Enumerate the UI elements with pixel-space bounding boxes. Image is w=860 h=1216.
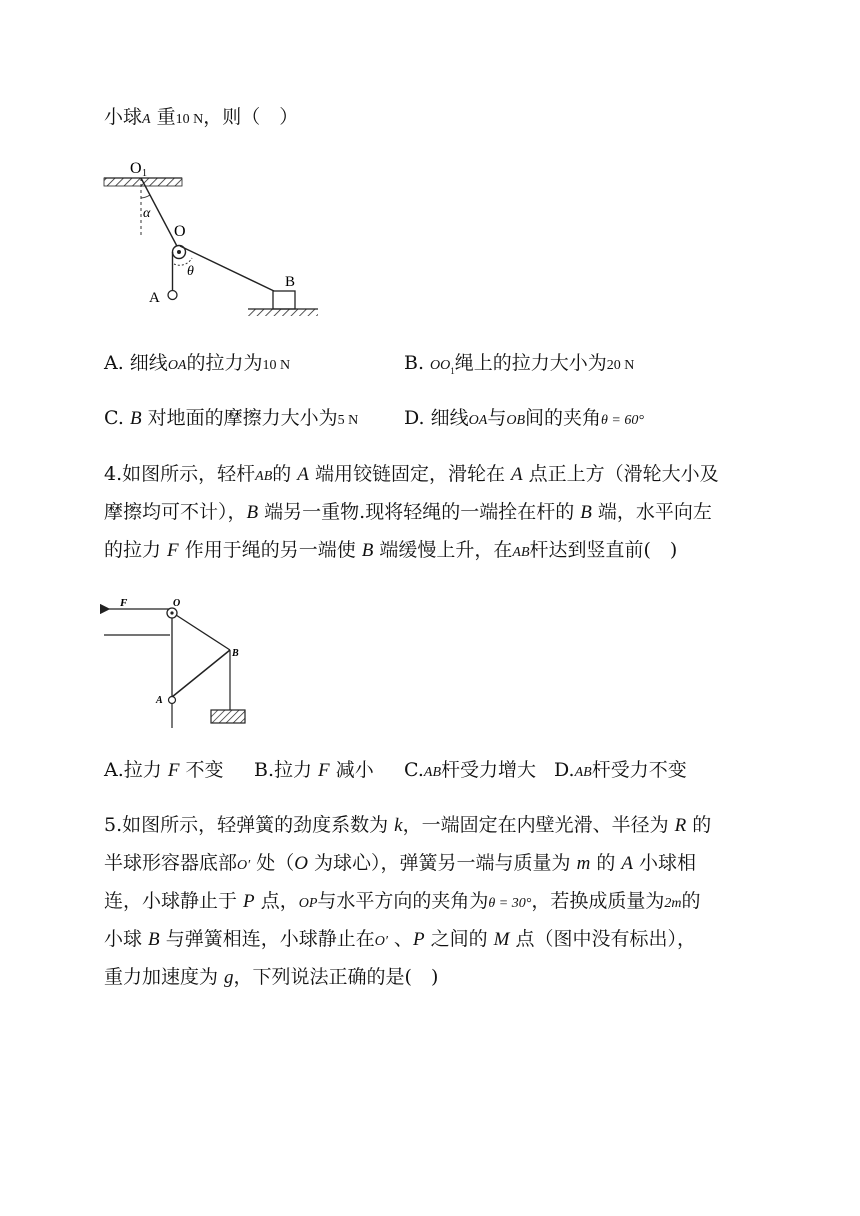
stem-text: 小球 — [104, 106, 143, 128]
text-segment: 点， — [254, 890, 299, 912]
text-segment: θ = 30° — [488, 896, 532, 911]
label-o: O — [174, 223, 186, 240]
text-segment: 点正上方（滑轮大小及 — [522, 463, 719, 485]
option-val: 10 N — [262, 358, 291, 373]
option-text: D. 细线 — [404, 407, 469, 429]
text-segment: 5.如图所示，轻弹簧的劲度系数为 — [104, 814, 395, 836]
text-segment: F — [318, 760, 330, 781]
ball-a — [168, 291, 177, 300]
text-segment: m — [576, 853, 591, 874]
text-segment: A — [297, 464, 309, 485]
text-segment: R — [674, 815, 687, 836]
text-segment: 的 — [681, 890, 701, 912]
text-segment: 端另一重物.现将轻绳的一端拴在杆的 — [258, 501, 581, 523]
text-segment: AB — [423, 765, 442, 780]
text-segment: B — [361, 540, 374, 561]
text-segment: M — [493, 929, 510, 950]
q3-stem — [104, 106, 298, 131]
q4-figure — [100, 594, 255, 734]
q4-option-a[interactable] — [104, 759, 223, 782]
text-segment: P — [412, 929, 425, 950]
text-segment: 连，小球静止于 — [104, 890, 244, 912]
text-segment: 小球相 — [633, 852, 697, 874]
text-segment: 为球心），弹簧另一端与质量为 — [307, 852, 577, 874]
text-segment: O′ — [374, 934, 388, 949]
text-segment: 摩擦均可不计）， — [104, 501, 247, 523]
text-segment: 减小 — [329, 759, 374, 781]
q3-option-d[interactable] — [404, 407, 644, 432]
text-segment: A — [511, 464, 523, 485]
hinge-a — [169, 697, 176, 704]
text-segment: 点（图中没有标出）， — [509, 928, 697, 950]
text-segment: B — [580, 502, 592, 523]
q3-option-b[interactable] — [404, 352, 634, 382]
q3-figure — [100, 150, 325, 328]
text-segment: 处（ — [250, 852, 295, 874]
option-var: OA — [167, 358, 187, 373]
text-segment: 之间的 — [424, 928, 494, 950]
option-val: 5 N — [337, 413, 359, 428]
text-segment: g — [224, 967, 234, 988]
text-segment: 端用铰链固定，滑轮在 — [308, 463, 511, 485]
stem-var: A — [142, 112, 151, 127]
text-segment: P — [243, 891, 255, 912]
q3-option-c[interactable] — [104, 407, 358, 432]
option-var: OA — [468, 413, 488, 428]
text-segment: 杆受力增大 — [441, 759, 537, 781]
option-var: B — [129, 408, 142, 429]
text-segment: 与水平方向的夹角为 — [317, 890, 489, 912]
text-segment: O — [294, 853, 308, 874]
q4-option-d[interactable] — [554, 759, 687, 784]
label-o1: O — [130, 160, 142, 177]
text-segment: 、 — [387, 928, 413, 950]
label-b: B — [232, 648, 239, 659]
option-text: 绳上的拉力大小为 — [454, 352, 607, 374]
text-segment: B.拉力 — [254, 759, 319, 781]
q4-option-c[interactable] — [404, 759, 536, 784]
label-o: O — [173, 598, 181, 609]
text-segment: 的 — [272, 463, 298, 485]
option-text: 间的夹角 — [525, 407, 602, 429]
text-segment: F — [167, 540, 179, 561]
stem-weight: 10 N — [175, 112, 204, 127]
q4-line-3 — [104, 539, 677, 564]
label-theta: θ — [187, 264, 194, 279]
text-segment: 端，水平向左 — [591, 501, 712, 523]
rod-ab — [172, 650, 230, 697]
q3-option-a[interactable] — [104, 352, 290, 377]
q5-line-4 — [104, 928, 696, 953]
label-b: B — [285, 274, 296, 290]
text-segment: 重力加速度为 — [104, 966, 225, 988]
option-val: 20 N — [606, 358, 635, 373]
text-segment: A — [621, 853, 634, 874]
text-segment: 4.如图所示，轻杆 — [104, 463, 256, 485]
q4-option-b[interactable] — [254, 759, 374, 782]
option-val: θ = 60° — [601, 413, 644, 428]
text-segment: ，若换成质量为 — [531, 890, 665, 912]
label-a: A — [149, 290, 160, 306]
stem-text: ，则（ ） — [203, 106, 299, 128]
option-sub: 1 — [450, 365, 455, 376]
text-segment: O′ — [237, 858, 251, 873]
option-var: OO — [430, 358, 451, 373]
text-segment: 的 — [686, 814, 712, 836]
text-segment: F — [167, 760, 180, 781]
q5-line-5 — [104, 966, 438, 989]
ground — [248, 309, 318, 316]
text-segment: 不变 — [179, 759, 224, 781]
text-segment: A.拉力 — [104, 759, 168, 781]
text-segment: 与弹簧相连，小球静止在 — [159, 928, 375, 950]
text-segment: 小球 — [104, 928, 149, 950]
option-text: 的拉力为 — [186, 352, 263, 374]
stem-text: 重 — [150, 106, 176, 128]
text-segment: ，下列说法正确的是( ) — [233, 966, 439, 988]
text-segment: 杆受力不变 — [591, 759, 687, 781]
text-segment: AB — [512, 545, 530, 560]
text-segment: D. — [554, 759, 575, 781]
option-var: OB — [506, 413, 525, 428]
text-segment: AB — [255, 469, 273, 484]
text-segment: 的拉力 — [104, 539, 168, 561]
option-text: B. — [404, 352, 431, 374]
q5-line-3 — [104, 890, 700, 915]
text-segment: 杆达到竖直前( ) — [529, 539, 678, 561]
option-text: A. 细线 — [104, 352, 168, 374]
text-segment: 半球形容器底部 — [104, 852, 238, 874]
text-segment: k — [394, 815, 403, 836]
q4-line-2 — [104, 501, 712, 524]
text-segment: 2m — [664, 896, 682, 911]
label-f: F — [120, 597, 128, 609]
text-segment: ，一端固定在内壁光滑、半径为 — [402, 814, 675, 836]
weight — [211, 710, 245, 723]
text-segment: 的 — [590, 852, 622, 874]
option-text: 与 — [487, 407, 507, 429]
q5-line-2 — [104, 852, 696, 877]
q4-line-1 — [104, 463, 719, 488]
option-text: 对地面的摩擦力大小为 — [141, 407, 338, 429]
option-text: C. — [104, 407, 130, 429]
label-o1-sub: 1 — [142, 168, 147, 179]
text-segment: 端缓慢上升，在 — [373, 539, 513, 561]
text-segment: C. — [404, 759, 424, 781]
text-segment: B — [246, 502, 259, 523]
label-alpha: α — [143, 206, 151, 221]
text-segment: 作用于绳的另一端使 — [178, 539, 362, 561]
rope-ob — [180, 246, 276, 292]
text-segment: B — [148, 929, 160, 950]
text-segment: AB — [574, 765, 592, 780]
text-segment: OP — [298, 896, 318, 911]
block-b — [273, 291, 295, 309]
q5-line-1 — [104, 814, 711, 837]
label-a: A — [156, 695, 163, 706]
